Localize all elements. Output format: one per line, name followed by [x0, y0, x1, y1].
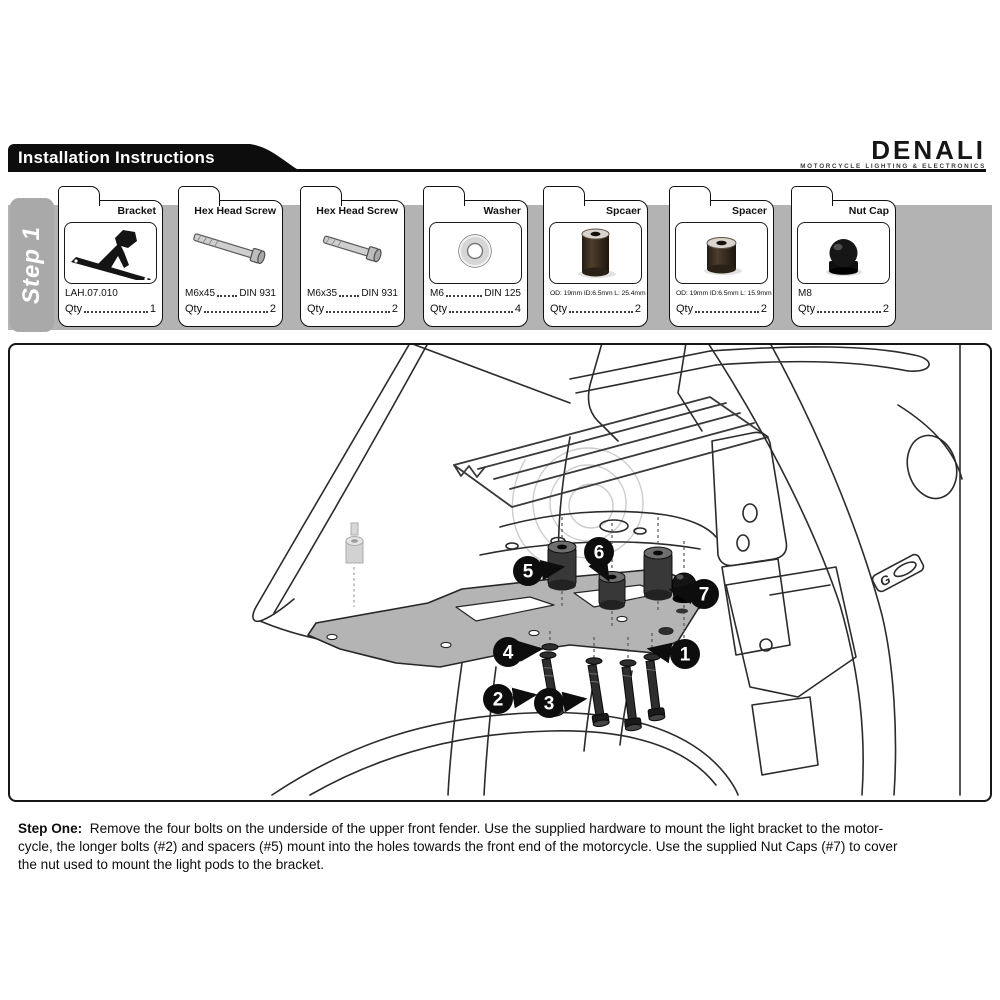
washer-icon — [429, 222, 522, 284]
qty-value: 2 — [882, 303, 889, 315]
part-label: Washer — [483, 205, 521, 217]
qty-label: Qty — [430, 303, 448, 315]
step1-diagram — [8, 343, 992, 802]
page-title: Installation Instructions — [18, 147, 215, 167]
instruction-line: Remove the four bolts on the underside of the upper front fender. Use the supplied hardware to mount the light bracket to the motor- — [89, 821, 884, 836]
qty-label: Qty — [185, 303, 203, 315]
svg-text:4: 4 — [502, 642, 514, 664]
part-card-3 — [300, 186, 405, 327]
part-card-tab — [58, 186, 100, 206]
step-one-label: Step One: — [18, 821, 83, 836]
svg-text:5: 5 — [522, 561, 534, 583]
callout-7 — [689, 579, 719, 609]
ghost-spacer — [346, 523, 363, 607]
part-qty-row — [676, 303, 767, 315]
step-one-instructions — [18, 820, 988, 874]
qty-value: 2 — [634, 303, 641, 315]
part-card-4 — [423, 186, 528, 327]
qty-label: Qty — [307, 303, 325, 315]
part-spec: M6 — [430, 288, 444, 299]
part-label: Hex Head Screw — [316, 205, 398, 217]
part-qty-row — [798, 303, 889, 315]
part-card-5 — [543, 186, 648, 327]
qty-value: 2 — [760, 303, 767, 315]
svg-text:6: 6 — [593, 542, 605, 564]
callout-3 — [534, 688, 564, 718]
part-qty-row — [65, 303, 156, 315]
part-card-tab — [669, 186, 711, 206]
hex-head-screw-icon — [184, 222, 277, 282]
spacer-5 — [548, 541, 576, 591]
nut-cap-photo — [797, 222, 890, 284]
qty-value: 2 — [269, 303, 276, 315]
qty-value: 4 — [514, 303, 521, 315]
part-card-2 — [178, 186, 283, 327]
part-spec: M6x45 — [185, 288, 216, 299]
part-card-tab — [178, 186, 220, 206]
part-qty-row — [307, 303, 398, 315]
qty-value: 1 — [149, 303, 156, 315]
part-qty-row — [185, 303, 276, 315]
callout-6 — [584, 537, 614, 567]
part-card-tab — [300, 186, 342, 206]
part-card-1 — [58, 186, 163, 327]
part-card-tab — [791, 186, 833, 206]
part-label: Spcaer — [605, 205, 641, 217]
part-spec-std: DIN 931 — [239, 288, 276, 299]
part-label: Spacer — [731, 205, 767, 217]
spacer-short-photo — [675, 222, 768, 284]
spacer-tall-photo — [549, 222, 642, 284]
g-badge — [871, 553, 925, 593]
instruction-line: the nut used to mount the light pods to the bracket. — [18, 857, 325, 872]
brand-logo — [800, 135, 986, 170]
part-spec-std: DIN 125 — [484, 288, 521, 299]
part-label: Hex Head Screw — [194, 205, 276, 217]
spacer-6 — [599, 572, 625, 611]
qty-label: Qty — [550, 303, 568, 315]
spacer-rear — [644, 547, 672, 601]
bracket-line-art-icon — [64, 222, 157, 284]
part-spec: LAH.07.010 — [65, 288, 118, 299]
step-label: Step 1 — [18, 225, 45, 305]
part-spec: OD: 19mm ID:6.5mm L: 15.9mm — [676, 290, 772, 297]
qty-label: Qty — [798, 303, 816, 315]
part-spec: M6x35 — [307, 288, 338, 299]
svg-text:3: 3 — [543, 693, 555, 715]
callout-2 — [483, 684, 513, 714]
svg-text:2: 2 — [492, 689, 504, 711]
brand-tagline: MOTORCYCLE LIGHTING & ELECTRONICS — [800, 163, 986, 170]
motorcycle-exploded-view — [10, 345, 986, 796]
part-spec: OD: 19mm ID:6.5mm L: 25.4mm — [550, 290, 646, 297]
part-spec: M8 — [798, 288, 812, 299]
svg-text:1: 1 — [679, 644, 691, 666]
callout-5 — [513, 556, 543, 586]
qty-label: Qty — [65, 303, 83, 315]
part-qty-row — [430, 303, 521, 315]
instruction-line: cycle, the longer bolts (#2) and spacers (#5) mount into the holes towards the front end of the motorcycle. Use the supplied Nut Caps (#7) to cover — [18, 839, 898, 854]
part-card-6 — [669, 186, 774, 327]
brand-name: DENALI — [871, 135, 986, 165]
step-tab — [10, 198, 54, 332]
callout-4 — [493, 637, 523, 667]
svg-text:7: 7 — [698, 584, 710, 606]
part-card-tab — [423, 186, 465, 206]
hex-head-screw-icon — [306, 222, 399, 282]
part-spec-std: DIN 931 — [361, 288, 398, 299]
part-card-7 — [791, 186, 896, 327]
callout-1 — [670, 639, 700, 669]
part-label: Nut Cap — [848, 205, 889, 217]
banner-swoosh — [238, 144, 300, 171]
header-banner — [8, 144, 238, 171]
badge-text: G — [877, 571, 894, 590]
part-card-tab — [543, 186, 585, 206]
part-label: Bracket — [117, 205, 156, 217]
qty-label: Qty — [676, 303, 694, 315]
qty-value: 2 — [391, 303, 398, 315]
part-qty-row — [550, 303, 641, 315]
